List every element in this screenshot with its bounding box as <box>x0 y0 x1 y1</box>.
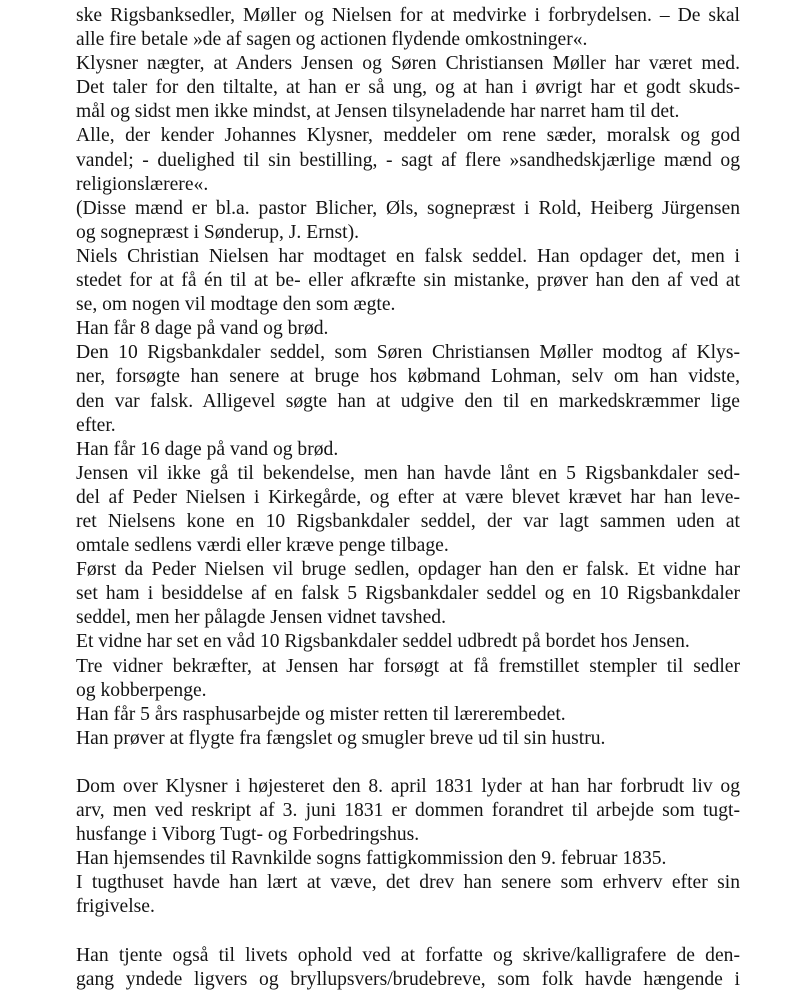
text-line: stedet for at få én til at be- eller afkræfte sin mistanke, prøver han den af ved at <box>76 270 740 292</box>
text-line: ret Nielsens kone en 10 Rigsbankdaler seddel, der var lagt sammen uden at <box>76 510 740 532</box>
document-page <box>76 4 740 992</box>
text-line: se, om nogen vil modtage den som ægte. <box>76 294 396 316</box>
text-line: set ham i besiddelse af en falsk 5 Rigsbankdaler seddel og en 10 Rigsbankdaler <box>76 583 740 605</box>
text-line: Alle, der kender Johannes Klysner, meddeler om rene sæder, moralsk og god <box>76 125 740 147</box>
text-line: gang yndede ligvers og bryllupsvers/brudebreve, som folk havde hængende i <box>76 968 740 990</box>
text-line: del af Peder Nielsen i Kirkegårde, og efter at være blevet krævet har han leve- <box>76 486 740 508</box>
text-line: omtale sedlens værdi eller kræve penge tilbage. <box>76 535 449 557</box>
text-line: alle fire betale »de af sagen og actionen flydende omkostninger«. <box>76 29 588 51</box>
text-line: den var falsk. Alligevel søgte han at udgive den til en markedskræmmer lige <box>76 390 740 412</box>
text-line: Han prøver at flygte fra fængslet og smugler breve ud til sin hustru. <box>76 727 606 749</box>
text-line: Han hjemsendes til Ravnkilde sogns fattigkommission den 9. februar 1835. <box>76 848 667 870</box>
text-line: religionslærere«. <box>76 173 209 195</box>
paragraph-gap <box>76 751 740 775</box>
text-line: Klysner nægter, at Anders Jensen og Søren Christiansen Møller har været med. <box>76 53 740 75</box>
text-line: Han får 16 dage på vand og brød. <box>76 438 339 460</box>
text-line: mål og sidst men ikke mindst, at Jensen tilsyneladende har narret ham til det. <box>76 101 680 123</box>
text-line: (Disse mænd er bl.a. pastor Blicher, Øls, sognepræst i Rold, Heiberg Jürgensen <box>76 197 740 219</box>
text-line: Niels Christian Nielsen har modtaget en falsk seddel. Han opdager det, men i <box>76 245 740 267</box>
text-line: seddel, men her pålagde Jensen vidnet tavshed. <box>76 607 446 629</box>
text-line: Det taler for den tiltalte, at han er så ung, og at han i øvrigt har et godt skuds- <box>76 77 740 99</box>
text-line: I tugthuset havde han lært at væve, det drev han senere som erhverv efter sin <box>76 872 740 894</box>
text-line: og sognepræst i Sønderup, J. Ernst). <box>76 221 360 243</box>
text-line: Først da Peder Nielsen vil bruge sedlen, opdager han den er falsk. Et vidne har <box>76 559 740 581</box>
text-line: Tre vidner bekræfter, at Jensen har forsøgt at få fremstillet stempler til sedler <box>76 655 740 677</box>
text-line: ner, forsøgte han senere at bruge hos købmand Lohman, selv om han vidste, <box>76 366 740 388</box>
text-line: Jensen vil ikke gå til bekendelse, men han havde lånt en 5 Rigsbankdaler sed- <box>76 462 740 484</box>
text-line: ske Rigsbanksedler, Møller og Nielsen for at medvirke i forbrydelsen. – De skal <box>76 5 740 26</box>
text-line: Han tjente også til livets ophold ved at forfatte og skrive/kalligrafere de den- <box>76 944 740 966</box>
text-line: Den 10 Rigsbankdaler seddel, som Søren Christiansen Møller modtog af Klys- <box>76 342 740 364</box>
text-line: Han får 5 års rasphusarbejde og mister retten til lærerembedet. <box>76 703 566 725</box>
text-line: frigivelse. <box>76 896 155 918</box>
text-line: og kobberpenge. <box>76 679 207 701</box>
text-line: Han får 8 dage på vand og brød. <box>76 318 329 340</box>
text-line: vandel; - duelighed til sin bestilling, - sagt af flere »sandhedskjærlige mænd og <box>76 149 740 171</box>
text-line: Et vidne har set en våd 10 Rigsbankdaler seddel udbredt på bordet hos Jensen. <box>76 631 690 653</box>
text-line: efter. <box>76 414 116 436</box>
paragraph-gap <box>76 920 740 944</box>
text-line: arv, men ved reskript af 3. juni 1831 er dommen forandret til arbejde som tugt- <box>76 800 740 822</box>
text-line: Dom over Klysner i højesteret den 8. april 1831 lyder at han har forbrudt liv og <box>76 776 740 797</box>
text-line: husfange i Viborg Tugt- og Forbedringshus. <box>76 824 420 846</box>
